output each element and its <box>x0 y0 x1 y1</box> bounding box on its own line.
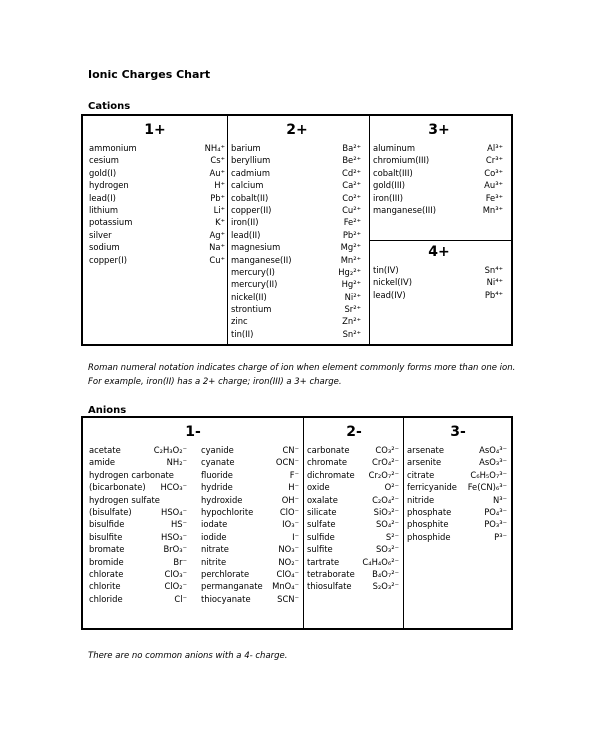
ion-formula: Cr³⁺ <box>485 155 503 166</box>
ion-formula: Hg₂²⁺ <box>338 266 361 277</box>
ion-name: nitrate <box>201 544 229 555</box>
ion-name: mercury(I) <box>231 266 275 277</box>
ion-row <box>89 179 225 191</box>
ion-row <box>407 506 507 518</box>
ion-formula: ClO⁻ <box>279 506 299 517</box>
ion-name: hydrogen sulfate <box>89 494 160 505</box>
ion-name: permanganate <box>201 581 263 592</box>
ion-formula: HCO₃⁻ <box>160 482 187 493</box>
ion-row <box>231 179 361 191</box>
ion-row <box>89 481 187 493</box>
ion-row <box>201 531 299 543</box>
ion-row <box>89 142 225 154</box>
ion-row <box>231 254 361 266</box>
ion-formula: Ag⁺ <box>209 229 225 240</box>
ion-name: perchlorate <box>201 568 250 579</box>
ion-formula: IO₃⁻ <box>282 519 299 530</box>
ion-formula: Fe(CN)₆³⁻ <box>467 482 507 493</box>
charge-heading: 3- <box>450 424 466 440</box>
ion-name: chloride <box>89 593 123 604</box>
ion-row <box>307 543 399 555</box>
ion-row <box>89 241 225 253</box>
ion-name: phosphide <box>407 531 451 542</box>
ion-name: iodate <box>201 519 228 530</box>
ion-name: iron(II) <box>231 217 259 228</box>
ion-name: sodium <box>89 242 120 253</box>
ion-row <box>201 506 299 518</box>
ion-name: (bisulfate) <box>89 506 132 517</box>
ion-formula: HS⁻ <box>170 519 187 530</box>
note-line: For example, iron(II) has a 2+ charge; iron(III) a 3+ charge. <box>88 377 342 387</box>
ion-name: bisulfite <box>89 531 123 542</box>
ion-formula: Ni⁴⁺ <box>486 277 503 288</box>
ion-name: nickel(IV) <box>373 277 413 288</box>
ion-row <box>89 229 225 241</box>
ion-formula: Au⁺ <box>209 167 225 178</box>
ion-formula: Cu²⁺ <box>342 204 361 215</box>
ion-list <box>407 444 507 543</box>
ion-formula: Fe³⁺ <box>485 192 503 203</box>
ion-formula: Ba²⁺ <box>342 143 361 153</box>
ion-row <box>373 264 503 276</box>
ion-name: cyanate <box>201 457 235 468</box>
ion-formula: Au³⁺ <box>484 180 503 191</box>
ion-row <box>231 303 361 315</box>
ion-name: thiocyanate <box>201 593 251 604</box>
ion-name: copper(I) <box>89 254 127 265</box>
ion-row <box>307 481 399 493</box>
ion-row <box>307 568 399 580</box>
ion-row <box>89 444 187 456</box>
ion-name: amide <box>89 457 116 468</box>
charge-heading: 3+ <box>428 122 450 138</box>
ion-formula: OH⁻ <box>281 494 299 505</box>
ion-formula: Li⁺ <box>213 204 225 215</box>
ion-formula: P³⁻ <box>494 531 507 542</box>
ion-list <box>89 142 225 266</box>
ion-name: manganese(II) <box>231 254 292 265</box>
ion-list <box>201 444 299 605</box>
ion-row <box>407 494 507 506</box>
ion-formula: SO₄²⁻ <box>375 519 399 530</box>
ion-formula: Fe²⁺ <box>343 217 361 228</box>
cations-heading: Cations <box>88 101 131 112</box>
ion-row <box>89 543 187 555</box>
ion-formula: HSO₃⁻ <box>161 531 187 542</box>
ion-formula: O²⁻ <box>384 482 399 493</box>
ion-formula: Pb²⁺ <box>342 229 361 240</box>
ion-name: hydrogen <box>89 180 129 191</box>
ion-formula: NO₃⁻ <box>278 544 299 555</box>
ion-row <box>373 192 503 204</box>
ion-name: chromium(III) <box>373 155 430 166</box>
ion-formula: NO₂⁻ <box>278 556 299 567</box>
ion-formula: Co²⁺ <box>342 192 361 203</box>
ion-row <box>89 556 187 568</box>
ion-row <box>373 167 503 179</box>
ion-name: tin(II) <box>231 328 254 339</box>
ion-name: silicate <box>307 506 337 517</box>
ion-name: phosphite <box>407 519 449 530</box>
ion-row <box>89 192 225 204</box>
ion-row <box>89 593 187 605</box>
ion-formula: Sr²⁺ <box>344 304 361 315</box>
ion-list <box>373 142 503 216</box>
ion-list <box>373 264 503 301</box>
ion-row <box>89 531 187 543</box>
ion-name: sulfate <box>307 519 336 530</box>
ion-name: carbonate <box>307 445 350 455</box>
ion-name: cobalt(III) <box>373 167 413 178</box>
ion-formula: BrO₃⁻ <box>163 544 187 555</box>
divider <box>369 116 370 344</box>
charge-heading: 1+ <box>144 122 166 138</box>
ion-name: bisulfide <box>89 519 125 530</box>
ion-row <box>201 556 299 568</box>
ion-row <box>231 229 361 241</box>
ion-row <box>307 580 399 592</box>
ion-name: dichromate <box>307 469 355 480</box>
ion-name: sulfide <box>307 531 335 542</box>
ion-row <box>307 556 399 568</box>
ion-row <box>407 444 507 456</box>
ion-row <box>201 494 299 506</box>
anions-heading: Anions <box>88 405 127 416</box>
charge-heading: 2- <box>346 424 362 440</box>
ion-row <box>231 291 361 303</box>
ion-row <box>201 593 299 605</box>
ion-row <box>373 204 503 216</box>
ion-row <box>89 469 187 481</box>
ion-name: thiosulfate <box>307 581 352 592</box>
ion-formula: Hg²⁺ <box>341 279 361 290</box>
ion-row <box>89 167 225 179</box>
divider <box>227 116 228 344</box>
ion-row <box>231 204 361 216</box>
ion-row <box>307 456 399 468</box>
ion-row <box>231 328 361 340</box>
ion-name: potassium <box>89 217 133 228</box>
ion-name: phosphate <box>407 506 452 517</box>
ion-formula: Pb⁺ <box>210 192 225 203</box>
ion-name: hypochlorite <box>201 506 254 517</box>
ion-name: oxalate <box>307 494 338 505</box>
ion-formula: CN⁻ <box>282 445 299 455</box>
ion-name: oxide <box>307 482 330 493</box>
ion-formula: CrO₄²⁻ <box>371 457 399 468</box>
ion-row <box>201 469 299 481</box>
divider <box>369 240 513 241</box>
ion-name: mercury(II) <box>231 279 278 290</box>
ion-formula: AsO₃³⁻ <box>479 457 507 468</box>
ion-formula: NH₂⁻ <box>166 457 187 468</box>
ion-name: acetate <box>89 445 121 455</box>
ion-list <box>307 444 399 593</box>
ion-formula: C₆H₅O₇³⁻ <box>470 469 507 480</box>
ion-formula: PO₃³⁻ <box>484 519 507 530</box>
ion-formula: Be²⁺ <box>342 155 361 166</box>
ion-formula: MnO₄⁻ <box>272 581 299 592</box>
ion-name: gold(I) <box>89 167 117 178</box>
ion-formula: Zn²⁺ <box>342 316 361 327</box>
ion-row <box>407 469 507 481</box>
ion-formula: Mn³⁺ <box>482 204 503 215</box>
ion-formula: S₂O₃²⁻ <box>372 581 399 592</box>
ion-name: tartrate <box>307 556 340 567</box>
ion-row <box>407 531 507 543</box>
ion-formula: ClO₃⁻ <box>164 568 187 579</box>
ion-formula: S²⁻ <box>385 531 399 542</box>
note-line: Roman numeral notation indicates charge of ion when element commonly forms more than one ion. <box>88 363 516 373</box>
ion-name: silver <box>89 229 112 240</box>
ion-formula: Ca²⁺ <box>342 180 361 191</box>
ion-row <box>201 456 299 468</box>
ion-formula: Br⁻ <box>173 556 187 567</box>
ion-row <box>373 179 503 191</box>
ion-formula: Sn⁴⁺ <box>484 265 503 275</box>
ion-name: iron(III) <box>373 192 403 203</box>
ion-formula: Sn²⁺ <box>342 328 361 339</box>
ion-name: nickel(II) <box>231 291 267 302</box>
ion-formula: AsO₄³⁻ <box>479 445 507 455</box>
ion-name: zinc <box>231 316 248 327</box>
ion-name: lead(I) <box>89 192 116 203</box>
ion-formula: Cs⁺ <box>210 155 225 166</box>
ion-row <box>89 216 225 228</box>
charge-heading: 2+ <box>286 122 308 138</box>
ion-name: gold(III) <box>373 180 406 191</box>
ion-formula: Mg²⁺ <box>340 242 361 253</box>
ion-formula: Cd²⁺ <box>342 167 361 178</box>
ion-name: barium <box>231 143 261 153</box>
ion-row <box>231 241 361 253</box>
ion-list <box>89 444 187 605</box>
ion-formula: B₄O₇²⁻ <box>372 568 399 579</box>
anions-note: There are no common anions with a 4- charge. <box>88 651 288 661</box>
ion-row <box>89 154 225 166</box>
ion-formula: Na⁺ <box>209 242 225 253</box>
ion-name: arsenite <box>407 457 442 468</box>
ion-row <box>373 276 503 288</box>
divider <box>403 418 404 628</box>
ion-formula: Al³⁺ <box>487 143 503 153</box>
ion-formula: ClO₂⁻ <box>164 581 187 592</box>
ion-name: sulfite <box>307 544 333 555</box>
ion-row <box>89 518 187 530</box>
ion-name: copper(II) <box>231 204 272 215</box>
ion-name: cobalt(II) <box>231 192 269 203</box>
ion-row <box>231 142 361 154</box>
charge-heading: 4+ <box>428 244 450 260</box>
ion-row <box>201 543 299 555</box>
ion-name: ferricyanide <box>407 482 457 493</box>
ion-row <box>89 568 187 580</box>
ion-name: fluoride <box>201 469 233 480</box>
ion-name: manganese(III) <box>373 204 436 215</box>
ion-formula: C₄H₄O₆²⁻ <box>362 556 399 567</box>
ion-name: nitride <box>407 494 435 505</box>
ion-row <box>307 506 399 518</box>
ion-formula: F⁻ <box>289 469 299 480</box>
ion-name: aluminum <box>373 143 416 153</box>
ion-name: cesium <box>89 155 119 166</box>
ion-row <box>231 315 361 327</box>
ion-row <box>201 580 299 592</box>
ion-name: cyanide <box>201 445 234 455</box>
ion-row <box>407 481 507 493</box>
ion-name: ammonium <box>89 143 137 153</box>
ion-name: arsenate <box>407 445 444 455</box>
ion-formula: H⁻ <box>288 482 299 493</box>
ion-name: chlorite <box>89 581 121 592</box>
ion-row <box>307 494 399 506</box>
ion-name: hydride <box>201 482 233 493</box>
ion-row <box>89 456 187 468</box>
ion-name: lead(II) <box>231 229 261 240</box>
ion-row <box>201 518 299 530</box>
ion-row <box>89 506 187 518</box>
ion-row <box>407 518 507 530</box>
ion-name: strontium <box>231 304 272 315</box>
page-title: Ionic Charges Chart <box>88 68 211 81</box>
ion-name: (bicarbonate) <box>89 482 146 493</box>
ion-formula: H⁺ <box>214 180 225 191</box>
ion-name: calcium <box>231 180 264 191</box>
ion-row <box>231 167 361 179</box>
charge-heading: 1- <box>185 424 201 440</box>
ion-row <box>201 481 299 493</box>
ion-name: beryllium <box>231 155 271 166</box>
ion-row <box>201 444 299 456</box>
ion-name: citrate <box>407 469 435 480</box>
ion-row <box>89 254 225 266</box>
ion-name: lithium <box>89 204 119 215</box>
ion-name: iodide <box>201 531 227 542</box>
ion-formula: C₂H₃O₂⁻ <box>153 445 187 455</box>
ion-row <box>373 289 503 301</box>
ion-formula: NH₄⁺ <box>204 143 225 153</box>
ion-name: chromate <box>307 457 348 468</box>
ion-name: hydroxide <box>201 494 243 505</box>
ion-name: tetraborate <box>307 568 355 579</box>
ion-row <box>231 266 361 278</box>
ion-formula: N³⁻ <box>492 494 507 505</box>
ion-list <box>231 142 361 340</box>
ion-row <box>407 456 507 468</box>
ion-formula: Ni²⁺ <box>344 291 361 302</box>
ion-formula: Cu⁺ <box>209 254 225 265</box>
ion-formula: CO₃²⁻ <box>375 445 399 455</box>
ion-name: hydrogen carbonate <box>89 469 174 480</box>
ion-formula: SO₃²⁻ <box>375 544 399 555</box>
ion-name: bromate <box>89 544 125 555</box>
ion-row <box>231 192 361 204</box>
ion-formula: C₂O₄²⁻ <box>372 494 399 505</box>
ion-name: bromide <box>89 556 124 567</box>
ion-formula: Co³⁺ <box>484 167 503 178</box>
ion-row <box>307 469 399 481</box>
cations-table <box>81 114 513 346</box>
ion-formula: OCN⁻ <box>275 457 299 468</box>
ion-name: lead(IV) <box>373 289 406 300</box>
ion-formula: Cl⁻ <box>174 593 187 604</box>
ion-name: nitrite <box>201 556 227 567</box>
ion-formula: HSO₄⁻ <box>161 506 187 517</box>
ion-row <box>231 278 361 290</box>
ion-formula: Cr₂O₇²⁻ <box>368 469 399 480</box>
ion-name: magnesium <box>231 242 281 253</box>
roman-numeral-note <box>88 361 515 389</box>
ion-name: tin(IV) <box>373 265 399 275</box>
ion-formula: Mn²⁺ <box>340 254 361 265</box>
ion-row <box>231 154 361 166</box>
ion-row <box>89 204 225 216</box>
ion-row <box>373 142 503 154</box>
ion-row <box>89 580 187 592</box>
ion-row <box>307 518 399 530</box>
ion-row <box>307 531 399 543</box>
ion-formula: ClO₄⁻ <box>276 568 299 579</box>
divider <box>303 418 304 628</box>
ion-formula: I⁻ <box>292 531 299 542</box>
ion-formula: SCN⁻ <box>277 593 299 604</box>
ion-formula: K⁺ <box>215 217 225 228</box>
ion-formula: Pb⁴⁺ <box>484 289 503 300</box>
ion-row <box>89 494 187 506</box>
anions-table <box>81 416 513 630</box>
ion-row <box>307 444 399 456</box>
ion-name: cadmium <box>231 167 271 178</box>
ion-row <box>201 568 299 580</box>
ion-name: chlorate <box>89 568 124 579</box>
ion-row <box>373 154 503 166</box>
ion-formula: PO₄³⁻ <box>484 506 507 517</box>
ion-row <box>231 216 361 228</box>
ion-formula: SiO₃²⁻ <box>373 506 399 517</box>
